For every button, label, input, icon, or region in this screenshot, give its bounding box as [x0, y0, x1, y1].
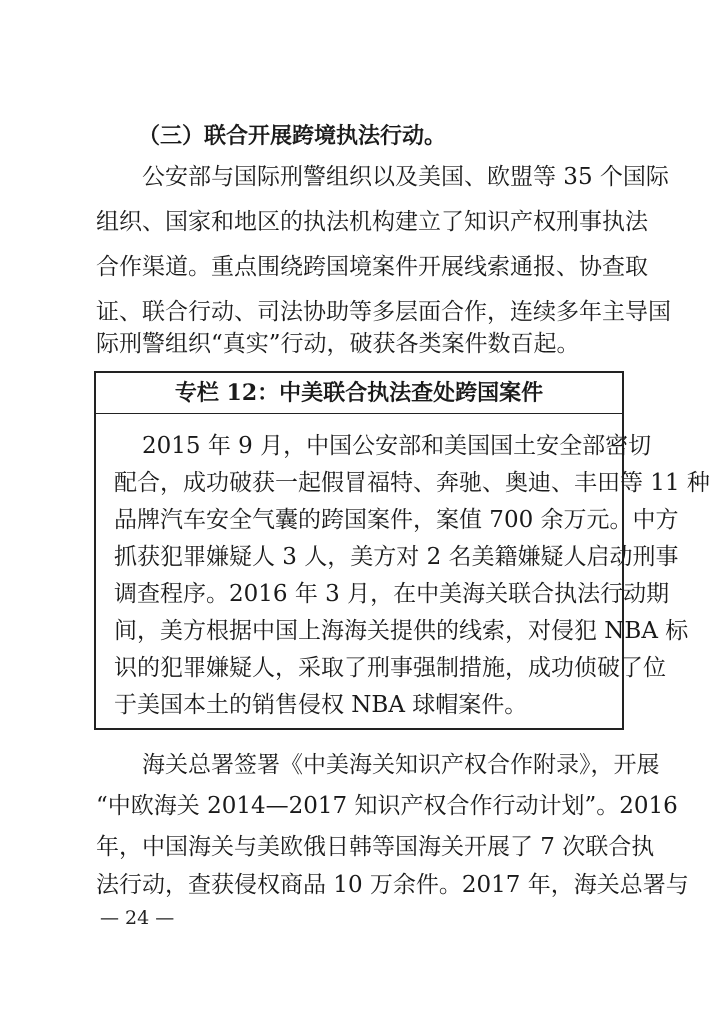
box-line: 2015 年 9 月，中国公安部和美国国土安全部密切	[142, 433, 652, 459]
page-number: — 24 —	[100, 907, 175, 929]
box-line: 调查程序。2016 年 3 月，在中美海关联合执法行动期	[114, 581, 670, 607]
paragraph-line: 年，中国海关与美欧俄日韩等国海关开展了 7 次联合执	[96, 834, 655, 860]
box-line: 品牌汽车安全气囊的跨国案件，案值 700 余万元。中方	[114, 507, 679, 533]
box-line: 于美国本土的销售侵权 NBA 球帽案件。	[114, 692, 528, 718]
box-line: 配合，成功破获一起假冒福特、奔驰、奥迪、丰田等 11 种	[114, 470, 710, 496]
paragraph-line: 际刑警组织“真实”行动，破获各类案件数百起。	[96, 331, 580, 357]
box-line: 抓获犯罪嫌疑人 3 人，美方对 2 名美籍嫌疑人启动刑事	[114, 544, 679, 570]
paragraph-line: 海关总署签署《中美海关知识产权合作附录》，开展	[142, 752, 660, 778]
paragraph-line: 证、联合行动、司法协助等多层面合作，连续多年主导国	[96, 299, 671, 325]
paragraph-line: 合作渠道。重点围绕跨国境案件开展线索通报、协查取	[96, 254, 648, 280]
box-line: 间，美方根据中国上海海关提供的线索，对侵犯 NBA 标	[114, 618, 689, 644]
paragraph-line: 公安部与国际刑警组织以及美国、欧盟等 35 个国际	[142, 164, 669, 190]
box-line: 识的犯罪嫌疑人，采取了刑事强制措施，成功侦破了位	[114, 655, 666, 681]
paragraph-line: 组织、国家和地区的执法机构建立了知识产权刑事执法	[96, 209, 648, 235]
paragraph-line: “中欧海关 2014—2017 知识产权合作行动计划”。2016	[96, 793, 678, 819]
sidebar-box	[94, 371, 710, 730]
box-title: 专栏 12：中美联合执法查处跨国案件	[96, 373, 622, 414]
section-heading: （三）联合开展跨境执法行动。	[138, 123, 447, 149]
paragraph-line: 法行动，查获侵权商品 10 万余件。2017 年，海关总署与	[96, 872, 689, 898]
